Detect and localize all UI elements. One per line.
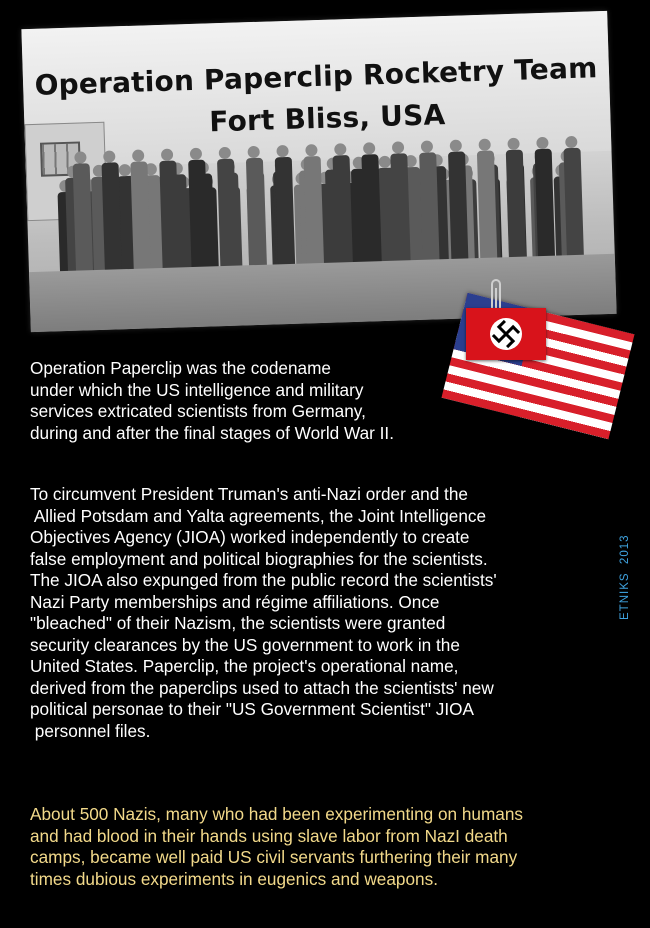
credit-label: ETNIKS 2013 [619,534,631,620]
conclusion-paragraph: About 500 Nazis, many who had been experimenting on humans and had blood in their hands using slave labor from NazI death camps, became well paid US civil servants furthering their many times dubious experiments in eugenics and weapons. [30,804,524,889]
person-silhouette [246,146,267,276]
group-photo [21,11,616,332]
person-silhouette [505,138,526,268]
swastika-flag-icon [466,308,546,360]
swastika-icon [490,318,522,350]
intro-paragraph: Operation Paperclip was the codename under which the US intelligence and military services extricated scientists from Germany, during and after the final stages of World War II. [30,358,394,443]
photo-title: Operation Paperclip Rocketry Team [34,51,598,102]
detail-paragraph: To circumvent President Truman's anti-Nazi order and the Allied Potsdam and Yalta agreements, the Joint Intelligence Objectives Agency (JIOA) worked independently to create false employment and political biographies for the scientists. The JIOA also expunged from the public record the scientists' Nazi Party memberships and régime affiliations. Once "bleached" of their Nazism, the scientists were granted security clearances by the US government to work in the United States. Paperclip, the project's operational name, derived from the paperclips used to attach the scientists' new political personae to their "US Government Scientist" JIOA personnel files. [30,484,497,741]
flag-disc [490,318,522,350]
photo-subtitle: Fort Bliss, USA [208,98,446,139]
